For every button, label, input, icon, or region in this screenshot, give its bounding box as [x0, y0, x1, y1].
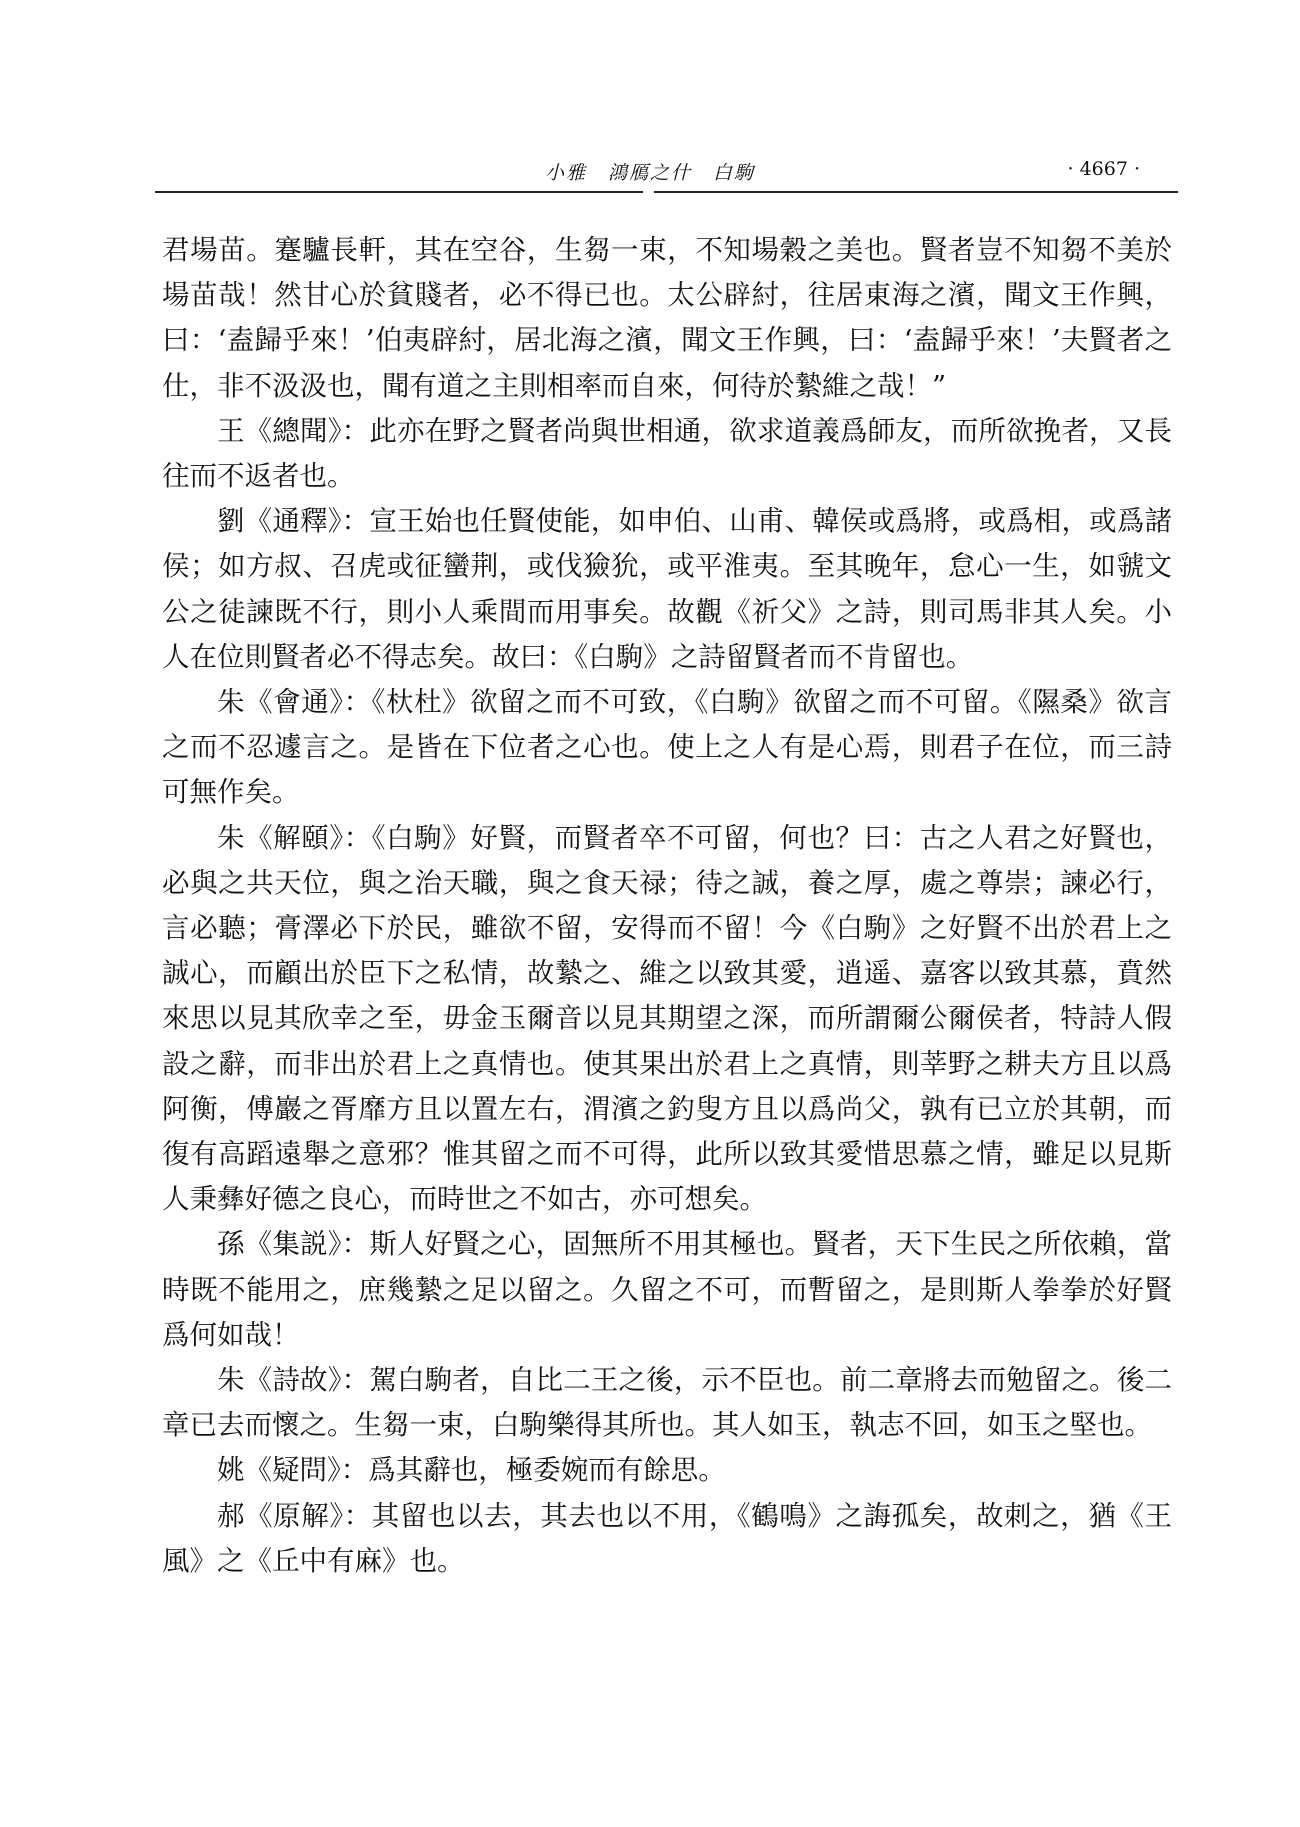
commentary-body [162, 228, 1172, 1584]
paragraph-continuation: 君場苗。蹇驢長軒，其在空谷，生芻一束，不知場穀之美也。賢者豈不知芻不美於場苗哉！然甘心於貧賤者，必不得已也。太公辟紂，往居東海之濱，聞文王作興，曰：‘盍歸乎來！’伯夷辟紂，居北海之濱，聞文王作興，曰：‘盍歸乎來！’夫賢者之仕，非不汲汲也，聞有道之主則相率而自來，何待於縶維之哉！” [162, 234, 1172, 402]
paragraph-zhu-shigu: 朱《詩故》：駕白駒者，自比二王之後，示不臣也。前二章將去而勉留之。後二章已去而懷之。生芻一束，白駒樂得其所也。其人如玉，執志不回，如玉之堅也。 [162, 1364, 1172, 1442]
paragraph-wang-zongwen: 王《總聞》：此亦在野之賢者尚與世相通，欲求道義爲師友，而所欲挽者，又長往而不返者也。 [162, 414, 1172, 493]
paragraph-sun-jishuo: 孫《集説》：斯人好賢之心，固無所不用其極也。賢者，天下生民之所依賴，當時既不能用之，庶幾縶之足以留之。久留之不可，而暫留之，是則斯人拳拳於好賢爲何如哉！ [162, 1228, 1172, 1351]
header-rule-left [155, 191, 643, 193]
paragraph-zhu-huitong: 朱《會通》：《杕杜》欲留之而不可致，《白駒》欲留之而不可留。《隰桑》欲言之而不忍遽言之。是皆在下位者之心也。使上之人有是心焉，則君子在位，而三詩可無作矣。 [162, 686, 1172, 809]
paragraph-zhu-jieyi: 朱《解頤》：《白駒》好賢，而賢者卒不可留，何也？曰：古之人君之好賢也，必與之共天位，與之治天職，與之食天禄；待之誠，養之厚，處之尊崇；諫必行，言必聽；膏澤必下於民，雖欲不留，安得而不留！今《白駒》之好賢不出於君上之誠心，而顧出於臣下之私情，故縶之、維之以致其愛，逍遥、嘉客以致其慕，賁然來思以見其欣幸之至，毋金玉爾音以見其期望之深，而所謂爾公爾侯者，特詩人假設之辭，而非出於君上之真情也。使其果出於君上之真情，則莘野之耕夫方且以爲阿衡，傅巖之胥靡方且以置左右，渭濱之釣叟方且以爲尚父，孰有已立於其朝，而復有高蹈遠舉之意邪？惟其留之而不可得，此所以致其愛惜思慕之情，雖足以見斯人秉彝好德之良心，而時世之不如古，亦可想矣。 [162, 821, 1172, 1216]
header-rule-right [654, 191, 1178, 193]
running-header [150, 156, 1150, 186]
running-header-title: 小雅 鴻鴈之什 白駒 [545, 162, 756, 184]
paragraph-hao-yuanjie: 郝《原解》：其留也以去，其去也以不用，《鶴鳴》之誨孤矣，故刺之，猶《王風》之《丘中有麻》也。 [162, 1499, 1172, 1577]
page-number: · 4667 · [1067, 158, 1140, 180]
paragraph-yao-yiwen: 姚《疑問》：爲其辭也，極委婉而有餘思。 [217, 1454, 726, 1487]
paragraph-liu-tongshi: 劉《通釋》：宣王始也任賢使能，如申伯、山甫、韓侯或爲將，或爲相，或爲諸侯；如方叔、召虎或征蠻荆，或伐獫狁，或平淮夷。至其晚年，怠心一生，如虢文公之徒諫既不行，則小人乘間而用事矣。故觀《祈父》之詩，則司馬非其人矣。小人在位則賢者必不得志矣。故曰：《白駒》之詩留賢者而不肯留也。 [162, 505, 1172, 673]
